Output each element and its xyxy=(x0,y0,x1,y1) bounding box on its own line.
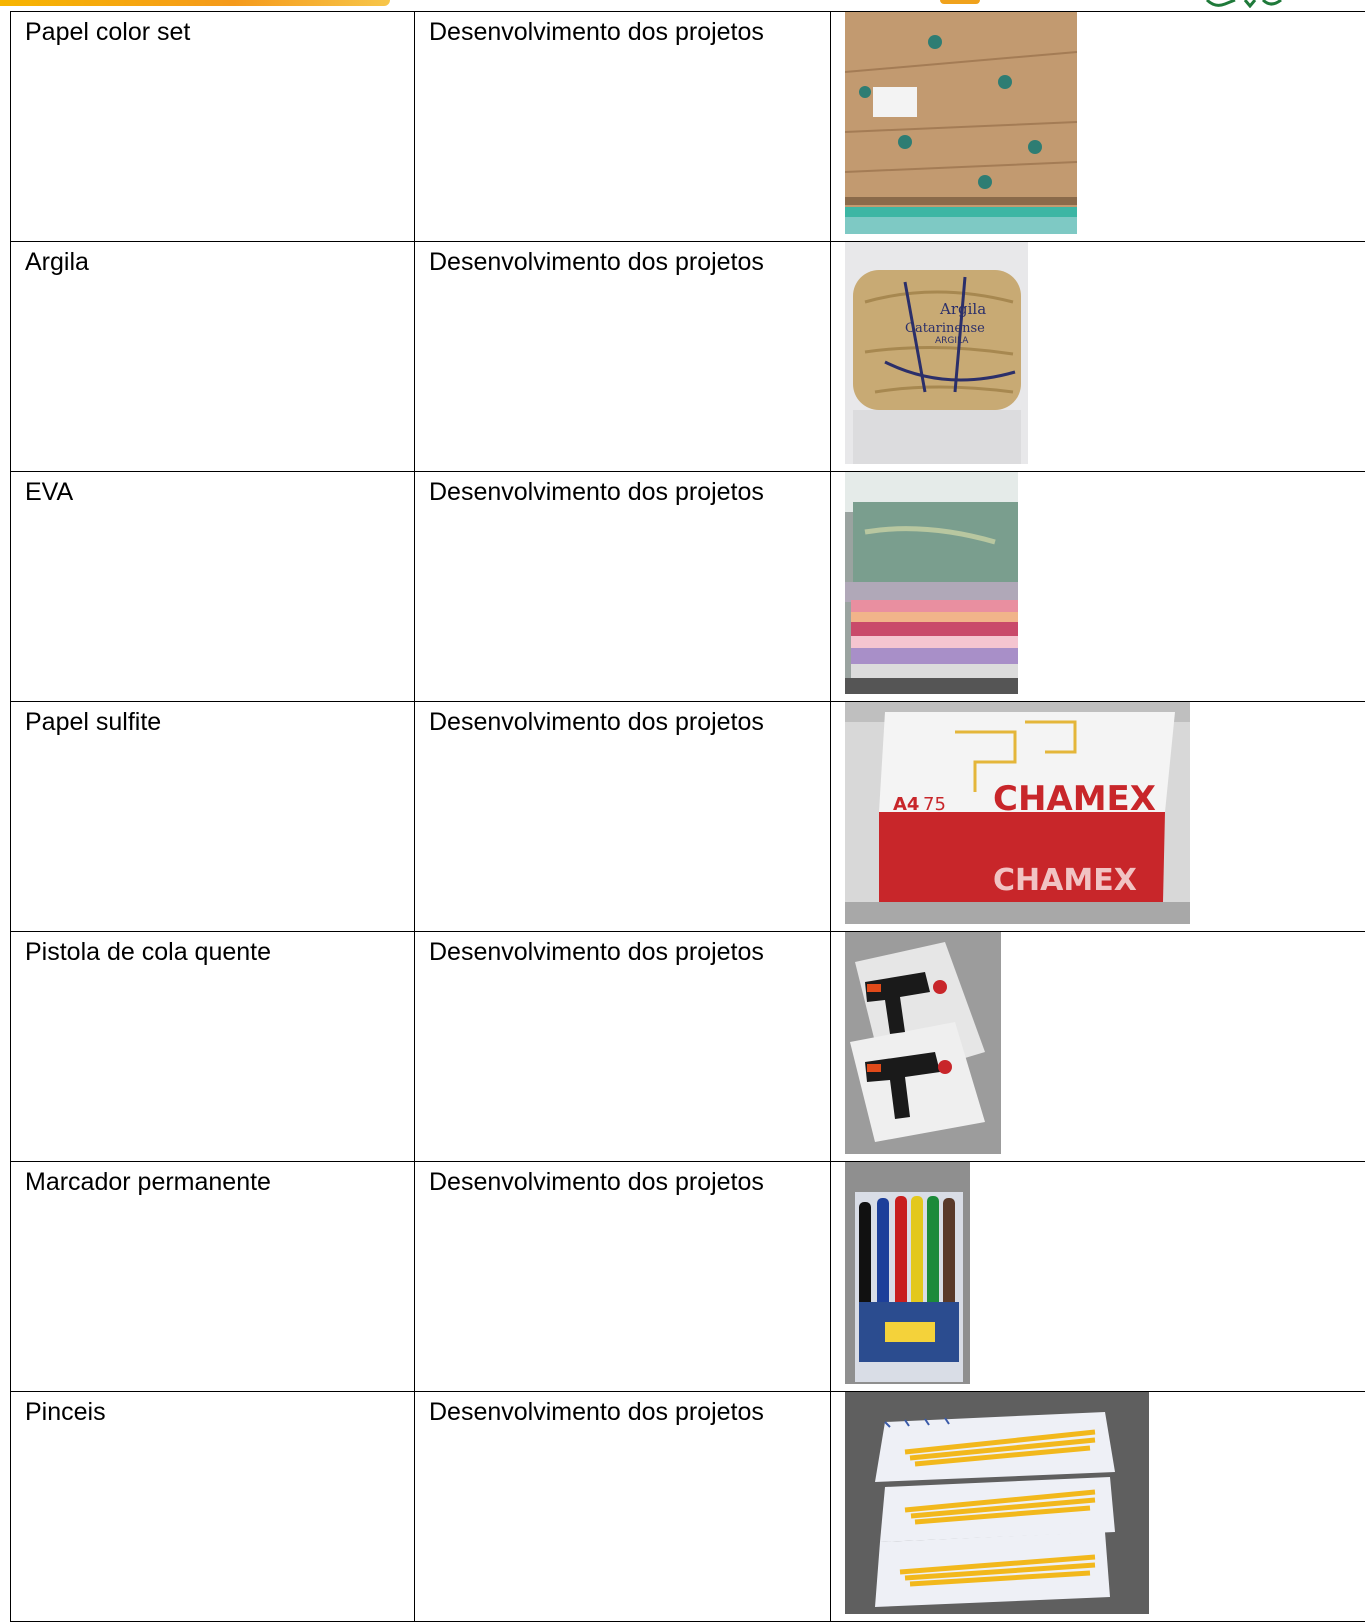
photo-cell xyxy=(831,1392,1365,1622)
table-row xyxy=(11,472,1365,702)
brushes-photo xyxy=(845,1392,1149,1614)
material-name-cell xyxy=(11,1162,415,1392)
purpose-cell xyxy=(415,1392,831,1622)
clay-package-photo xyxy=(845,242,1028,464)
purpose-cell xyxy=(415,242,831,472)
header-logo-fragment-center xyxy=(940,0,980,4)
material-name: Pistola de cola quente xyxy=(25,938,271,966)
photo-cell xyxy=(831,12,1365,242)
photo-cell xyxy=(831,242,1365,472)
photo-cell xyxy=(831,472,1365,702)
table-row xyxy=(11,12,1365,242)
material-purpose: Desenvolvimento dos projetos xyxy=(429,938,764,966)
material-name-cell xyxy=(11,12,415,242)
paper-brand-text: CHAMEX xyxy=(993,779,1156,819)
table-row xyxy=(11,702,1365,932)
table-row xyxy=(11,242,1365,472)
photo-cell xyxy=(831,1162,1365,1392)
glue-gun-photo xyxy=(845,932,1001,1154)
material-name-cell xyxy=(11,1392,415,1622)
clay-brand-text: Argila xyxy=(939,300,986,318)
table-row xyxy=(11,932,1365,1162)
material-purpose: Desenvolvimento dos projetos xyxy=(429,1168,764,1196)
header-logo-fragment-left xyxy=(0,0,390,6)
paper-box-photo xyxy=(845,702,1190,924)
paper-brand-text: CHAMEX xyxy=(993,863,1137,898)
header-logo-fragment-right xyxy=(1205,0,1285,8)
material-name-cell xyxy=(11,242,415,472)
photo-cell xyxy=(831,702,1365,932)
purpose-cell xyxy=(415,932,831,1162)
material-name: Papel color set xyxy=(25,18,190,46)
material-purpose: Desenvolvimento dos projetos xyxy=(429,478,764,506)
material-name: Argila xyxy=(25,248,89,276)
material-name: EVA xyxy=(25,478,73,506)
paper-weight-text: 75 xyxy=(923,794,946,815)
markers-photo xyxy=(845,1162,970,1384)
material-name-cell xyxy=(11,932,415,1162)
purpose-cell xyxy=(415,1162,831,1392)
material-purpose: Desenvolvimento dos projetos xyxy=(429,708,764,736)
photo-cell xyxy=(831,932,1365,1162)
material-name: Marcador permanente xyxy=(25,1168,271,1196)
material-name: Pinceis xyxy=(25,1398,106,1426)
material-purpose: Desenvolvimento dos projetos xyxy=(429,248,764,276)
material-name-cell xyxy=(11,702,415,932)
eva-sheets-photo xyxy=(845,472,1018,694)
material-name: Papel sulfite xyxy=(25,708,161,736)
material-purpose: Desenvolvimento dos projetos xyxy=(429,1398,764,1426)
clay-brand-text: Catarinense xyxy=(905,321,985,336)
table-row xyxy=(11,1392,1365,1622)
clay-brand-text: ARGILA xyxy=(935,336,969,346)
header-decoration xyxy=(0,0,1365,10)
material-name-cell xyxy=(11,472,415,702)
brown-paper-stack-photo xyxy=(845,12,1077,234)
purpose-cell xyxy=(415,702,831,932)
purpose-cell xyxy=(415,12,831,242)
paper-size-text: A4 xyxy=(893,794,919,815)
table-row xyxy=(11,1162,1365,1392)
purpose-cell xyxy=(415,472,831,702)
materials-table xyxy=(10,11,1365,1622)
material-purpose: Desenvolvimento dos projetos xyxy=(429,18,764,46)
